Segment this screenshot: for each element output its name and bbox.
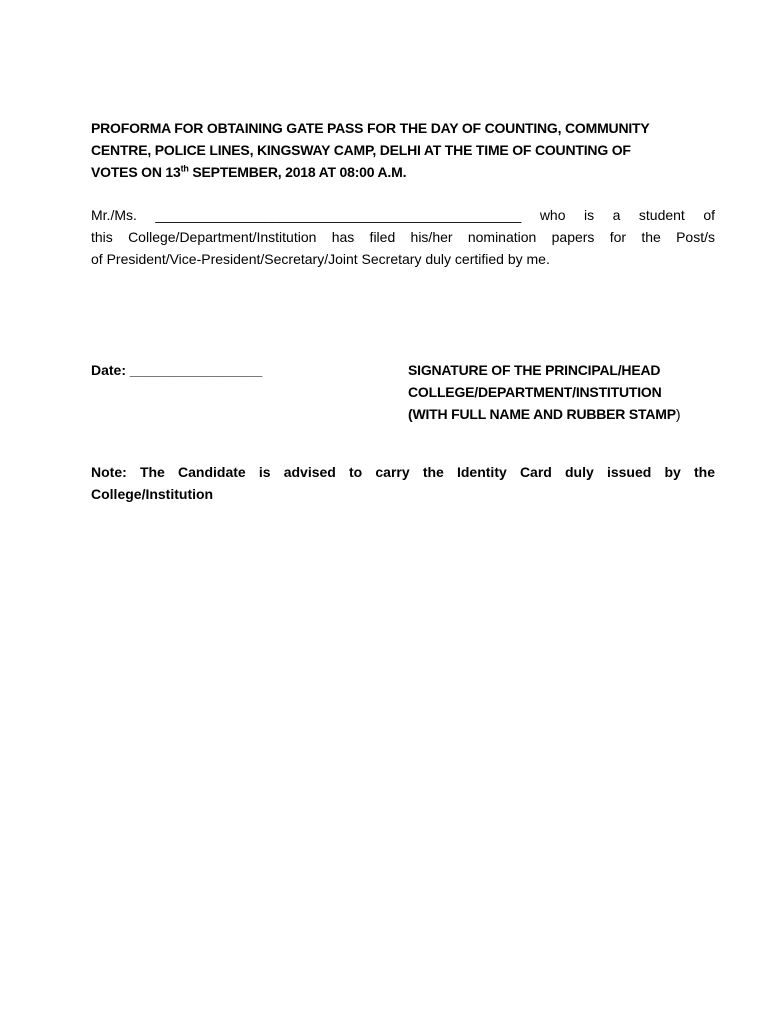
note-line-1: Note: The Candidate is advised to carry the Identity Card duly issued by the (91, 464, 715, 480)
heading-line-2: CENTRE, POLICE LINES, KINGSWAY CAMP, DELHI AT THE TIME OF COUNTING OF (91, 142, 631, 158)
signature-closing-paren: ) (675, 406, 681, 422)
certification-paragraph (91, 204, 715, 270)
date-field: Date: _________________ (91, 362, 263, 378)
paragraph-line-1: Mr./Ms. _______________________________________________ who is a student of (91, 207, 715, 223)
heading-line-1: PROFORMA FOR OBTAINING GATE PASS FOR THE DAY OF COUNTING, COMMUNITY (91, 120, 650, 136)
note-line-2: College/Institution (91, 486, 214, 502)
signature-block (408, 359, 728, 425)
signature-line-2: COLLEGE/DEPARTMENT/INSTITUTION (408, 384, 662, 400)
heading-line-3 (91, 161, 721, 183)
heading-line-3-prefix: VOTES ON 13 (91, 164, 181, 180)
note-block (91, 461, 715, 505)
paragraph-line-2: this College/Department/Institution has filed his/her nomination papers for the Post/s (91, 229, 715, 245)
document-heading (91, 117, 721, 183)
paragraph-line-3: of President/Vice-President/Secretary/Joint Secretary duly certified by me. (91, 251, 550, 267)
heading-superscript: th (180, 163, 189, 174)
signature-line-1: SIGNATURE OF THE PRINCIPAL/HEAD (408, 362, 661, 378)
signature-line-3 (408, 403, 728, 425)
heading-line-3-suffix: SEPTEMBER, 2018 AT 08:00 A.M. (188, 164, 407, 180)
signature-line-3-text: (WITH FULL NAME AND RUBBER STAMP (408, 406, 676, 422)
